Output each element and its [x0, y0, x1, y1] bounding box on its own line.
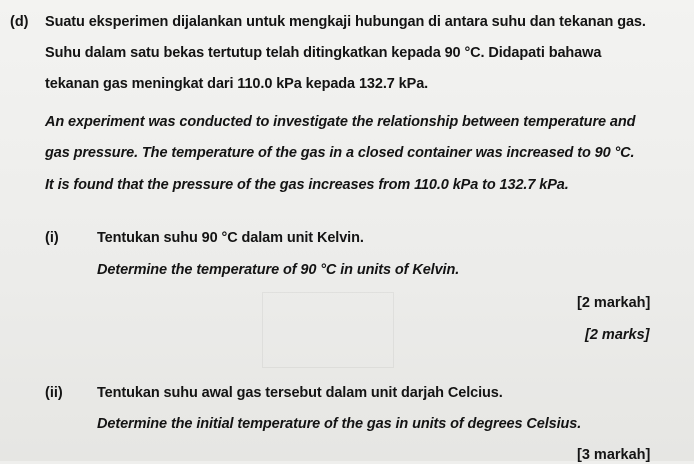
- malay-intro-line-2: Suhu dalam satu bekas tertutup telah ditingkatkan kepada 90 °C. Didapati bahawa: [45, 45, 602, 61]
- english-intro-line-3: It is found that the pressure of the gas increases from 110.0 kPa to 132.7 kPa.: [45, 177, 569, 193]
- marks-english-i: [2 marks]: [585, 327, 650, 343]
- marks-malay-ii: [3 markah]: [577, 447, 651, 463]
- sub-question-i-malay: Tentukan suhu 90 °C dalam unit Kelvin.: [97, 230, 364, 246]
- malay-intro-line-1: Suatu eksperimen dijalankan untuk mengkaji hubungan di antara suhu dan tekanan gas.: [45, 14, 646, 30]
- english-intro-line-2: gas pressure. The temperature of the gas in a closed container was increased to 90 °C.: [45, 145, 635, 161]
- malay-intro-line-3: tekanan gas meningkat dari 110.0 kPa kepada 132.7 kPa.: [45, 76, 429, 92]
- sub-question-ii-malay: Tentukan suhu awal gas tersebut dalam unit darjah Celcius.: [97, 385, 503, 401]
- sub-question-i-english: Determine the temperature of 90 °C in units of Kelvin.: [97, 262, 460, 278]
- marks-malay-i: [2 markah]: [577, 295, 651, 311]
- show-through-box: [262, 292, 394, 368]
- english-intro-line-1: An experiment was conducted to investigate the relationship between temperature and: [45, 114, 636, 130]
- sub-question-ii-label: (ii): [45, 385, 63, 401]
- sub-question-ii-english: Determine the initial temperature of the gas in units of degrees Celsius.: [97, 416, 582, 432]
- question-part-label: (d): [10, 14, 29, 30]
- sub-question-i-label: (i): [45, 230, 59, 246]
